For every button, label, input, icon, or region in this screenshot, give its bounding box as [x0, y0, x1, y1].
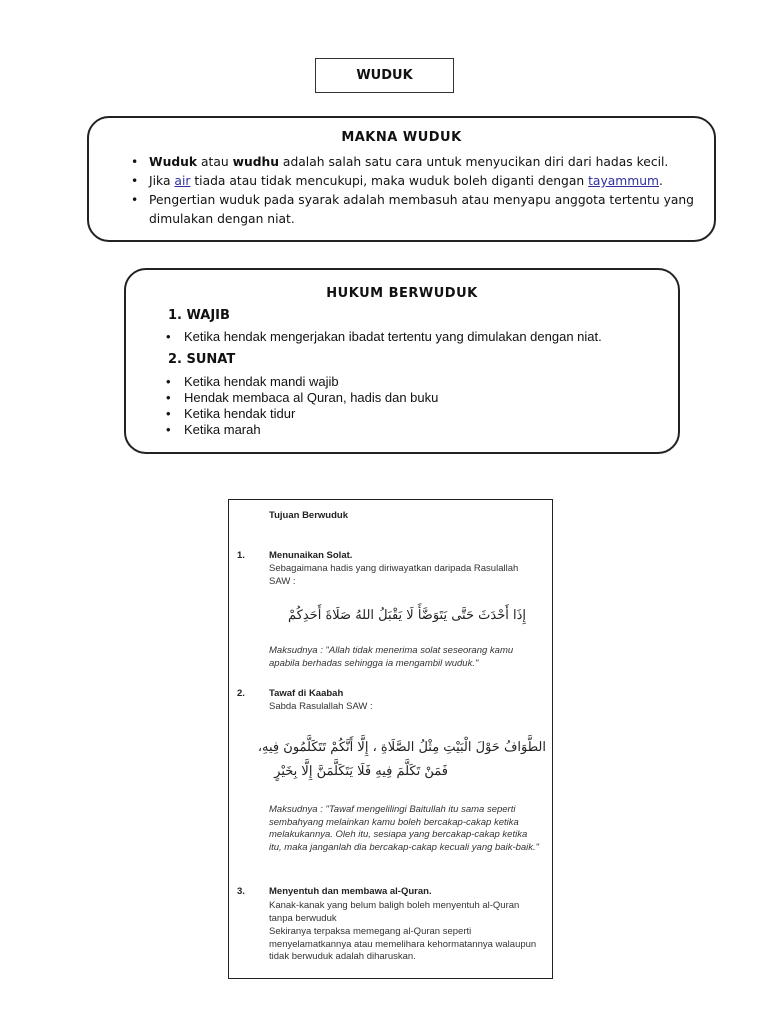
makna-bullet-2: • Jika air tiada atau tidak mencukupi, maka wuduk boleh diganti dengan tayammum.	[125, 172, 705, 191]
tujuan-berwuduk-scan	[228, 499, 553, 979]
term-wudhu: wudhu	[232, 155, 280, 169]
sunat-list	[160, 374, 680, 438]
item-3-number: 3.	[237, 886, 245, 897]
hukum-heading: HUKUM BERWUDUK	[326, 286, 478, 301]
page-title: WUDUK	[315, 58, 454, 93]
makna-heading: MAKNA WUDUK	[341, 130, 462, 145]
sunat-item: • Ketika marah	[160, 422, 680, 438]
item-2-intro: Sabda Rasulallah SAW :	[269, 701, 373, 712]
wajib-list	[160, 329, 680, 345]
item-3-intro: Kanak-kanak yang belum baligh boleh menyentuh al-Quran tanpa berwuduk	[269, 900, 520, 924]
item-3-meaning: Sekiranya terpaksa memegang al-Quran seperti menyelamatkannya atau memelihara kehormatannya walaupun tidak berwuduk adalah diharuskan.	[269, 926, 537, 962]
makna-wuduk-panel	[87, 116, 716, 242]
tujuan-heading: Tujuan Berwuduk	[269, 510, 348, 521]
sunat-item: • Hendak membaca al Quran, hadis dan buku	[160, 390, 680, 406]
item-1-title: Menunaikan Solat.	[269, 550, 353, 561]
item-2-arabic-line-2: فَمَنْ تَكَلَّمَ فِيهِ فَلَا يَتَكَلَّمَنَّ إِلَّا بِخَيْرٍ	[274, 764, 448, 779]
air-link[interactable]: air	[174, 174, 191, 188]
wajib-heading: 1. WAJIB	[168, 308, 230, 323]
item-1-intro: Sebagaimana hadis yang diriwayatkan daripada Rasulallah SAW :	[269, 563, 519, 587]
item-3-title: Menyentuh dan membawa al-Quran.	[269, 886, 432, 897]
term-wuduk: Wuduk	[149, 155, 198, 169]
item-2-meaning: Maksudnya : "Tawaf mengelilingi Baitullah itu sama seperti sembahyang melainkan kamu boleh bercakap-cakap ketika melakukannya. Oleh itu, sesiapa yang bercakap-cakap ketika itu, maka janganlah dia bercakap-cakap kecuali yang baik-baik."	[269, 804, 540, 853]
sunat-item: • Ketika hendak mandi wajib	[160, 374, 680, 390]
item-2-number: 2.	[237, 688, 245, 699]
item-1-number: 1.	[237, 550, 245, 561]
wajib-item: • Ketika hendak mengerjakan ibadat tertentu yang dimulakan dengan niat.	[160, 329, 680, 345]
sunat-heading: 2. SUNAT	[168, 352, 236, 367]
item-2-title: Tawaf di Kaabah	[269, 688, 344, 699]
hukum-berwuduk-panel	[124, 268, 680, 454]
item-1-meaning: Maksudnya : "Allah tidak menerima solat seseorang kamu apabila berhadas sehingga ia mengambil wuduk."	[269, 645, 514, 669]
makna-list	[125, 153, 705, 229]
item-1-arabic: إِذَا أَحْدَثَ حَتَّى يَتَوَضَّأَ لَا يَقْبَلُ اللهُ صَلَاةَ أَحَدِكُمْ	[288, 608, 526, 623]
makna-bullet-1: • Wuduk atau wudhu adalah salah satu cara untuk menyucikan diri dari hadas kecil.	[125, 153, 705, 172]
tayammum-link[interactable]: tayammum	[588, 174, 660, 188]
makna-bullet-3: • Pengertian wuduk pada syarak adalah membasuh atau menyapu anggota tertentu yang dimulakan dengan niat.	[125, 191, 705, 229]
item-2-arabic-line-1: الطَّوَافُ حَوْلَ الْبَيْتِ مِثْلُ الصَّلَاةِ ، إِلَّا أَنَّكُمْ تَتَكَلَّمُونَ فِيهِ،	[257, 740, 546, 755]
sunat-item: • Ketika hendak tidur	[160, 406, 680, 422]
